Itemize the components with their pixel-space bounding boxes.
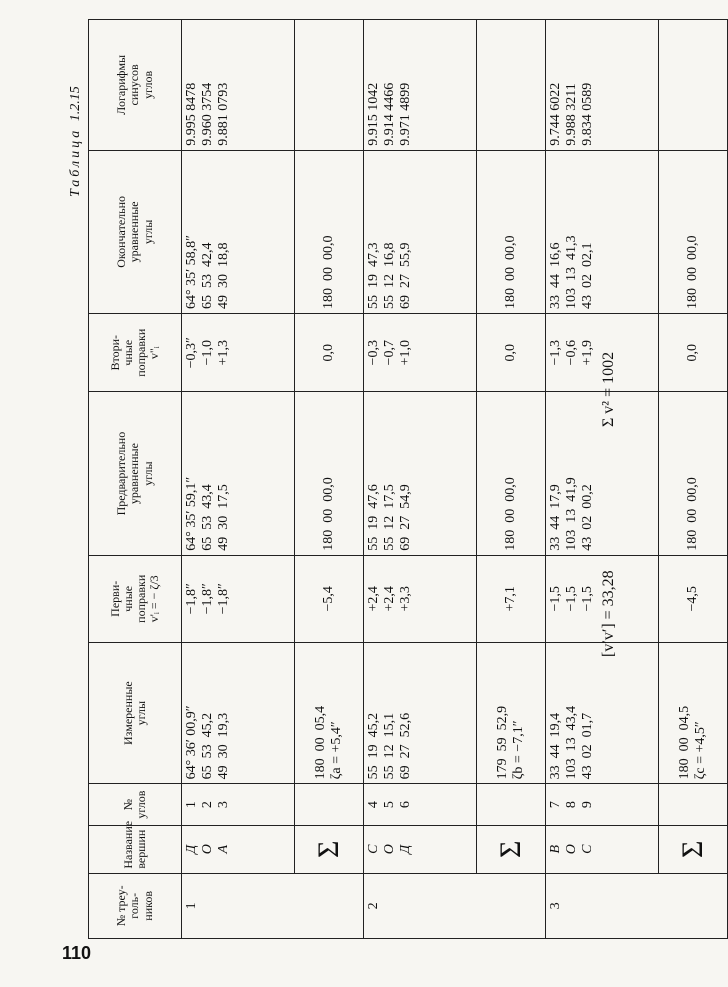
sum-pre-adjusted: 180 00 00,0 bbox=[659, 392, 728, 555]
angle-no-empty bbox=[659, 784, 728, 825]
vertex-names: Д О А bbox=[182, 825, 295, 873]
sum-pre-adjusted: 180 00 00,0 bbox=[477, 392, 546, 555]
table-row bbox=[546, 20, 659, 939]
adjustment-table bbox=[88, 19, 728, 939]
triangle-no-empty bbox=[295, 873, 364, 938]
triangle-no: 3 bbox=[546, 873, 659, 938]
secondary-corrections: −1,3 −0,6 +1,9 bbox=[546, 314, 659, 392]
header-primary-corr: Перви- чные поправки v'ᵢ = − ζ/3 bbox=[89, 555, 182, 642]
header-log-sines: Логарифмы синусов углов bbox=[89, 20, 182, 151]
header-pre-adjusted: Предварительно уравненные углы bbox=[89, 392, 182, 555]
sum-row bbox=[659, 20, 728, 939]
sigma-symbol: Σ bbox=[477, 825, 546, 873]
vertex-names: С О Д bbox=[364, 825, 477, 873]
header-angle-no: № углов bbox=[89, 784, 182, 825]
final-adjusted-angles: 55 19 47,3 55 12 16,8 69 27 55,9 bbox=[364, 150, 477, 313]
sum-primary: −5,4 bbox=[295, 555, 364, 642]
log-empty bbox=[295, 20, 364, 151]
footnote-vv: [v′v′] = 33,28 bbox=[600, 570, 617, 657]
log-empty bbox=[659, 20, 728, 151]
measured-angles: 55 19 45,2 55 12 15,1 69 27 52,6 bbox=[364, 642, 477, 784]
sum-row bbox=[295, 20, 364, 939]
triangle-no: 2 bbox=[364, 873, 477, 938]
sum-measured: 179 59 52,9 ζb = −7,1″ bbox=[477, 642, 546, 784]
triangle-no-empty bbox=[477, 873, 546, 938]
angle-nos: 1 2 3 bbox=[182, 784, 295, 825]
sum-primary: +7,1 bbox=[477, 555, 546, 642]
angle-nos: 4 5 6 bbox=[364, 784, 477, 825]
sigma-symbol: Σ bbox=[295, 825, 364, 873]
angle-no-empty bbox=[477, 784, 546, 825]
log-sines: 9.744 6022 9.988 3211 9.834 0589 bbox=[546, 20, 659, 151]
table-row bbox=[364, 20, 477, 939]
sum-pre-adjusted: 180 00 00,0 bbox=[295, 392, 364, 555]
sum-final: 180 00 00,0 bbox=[295, 150, 364, 313]
angle-nos: 7 8 9 bbox=[546, 784, 659, 825]
header-secondary-corr: Втори- чные поправки v"ᵢ bbox=[89, 314, 182, 392]
sum-secondary: 0,0 bbox=[295, 314, 364, 392]
triangle-no-empty bbox=[659, 873, 728, 938]
sum-secondary: 0,0 bbox=[659, 314, 728, 392]
table-row bbox=[182, 20, 295, 939]
log-sines: 9.995 8478 9.960 3754 9.881 0793 bbox=[182, 20, 295, 151]
pre-adjusted-angles: 55 19 47,6 55 12 17,5 69 27 54,9 bbox=[364, 392, 477, 555]
measured-angles: 33 44 19,4 103 13 43,4 43 02 01,7 bbox=[546, 642, 659, 784]
sum-measured: 180 00 04,5 ζc = +4,5″ bbox=[659, 642, 728, 784]
sum-secondary: 0,0 bbox=[477, 314, 546, 392]
sum-final: 180 00 00,0 bbox=[659, 150, 728, 313]
table-caption-label: Таблица bbox=[68, 127, 83, 197]
log-empty bbox=[477, 20, 546, 151]
measured-angles: 64° 36′ 00,9″ 65 53 45,2 49 30 19,3 bbox=[182, 642, 295, 784]
angle-no-empty bbox=[295, 784, 364, 825]
secondary-corrections: −0,3″ −1,0 +1,3 bbox=[182, 314, 295, 392]
footnote-v2: Σ v² = 1002 bbox=[600, 351, 617, 427]
table-number: 1.2.15 bbox=[68, 86, 83, 122]
sum-row bbox=[477, 20, 546, 939]
header-final-adjusted: Окончательно уравненные углы bbox=[89, 150, 182, 313]
log-sines: 9.915 1042 9.914 4466 9.971 4899 bbox=[364, 20, 477, 151]
header-triangle-no: № треу- голь- ников bbox=[89, 873, 182, 938]
secondary-corrections: −0,3 −0,7 +1,0 bbox=[364, 314, 477, 392]
sigma-symbol: Σ bbox=[659, 825, 728, 873]
primary-corrections: −1,5 −1,5 −1,5 bbox=[546, 555, 659, 642]
sum-final: 180 00 00,0 bbox=[477, 150, 546, 313]
table-caption bbox=[68, 86, 84, 197]
vertex-names: В О С bbox=[546, 825, 659, 873]
sum-measured: 180 00 05,4 ζa = +5,4″ bbox=[295, 642, 364, 784]
final-adjusted-angles: 33 44 16,6 103 13 41,3 43 02 02,1 bbox=[546, 150, 659, 313]
page-number: 110 bbox=[62, 943, 92, 963]
header-row bbox=[89, 20, 182, 939]
header-measured: Измеренные углы bbox=[89, 642, 182, 784]
primary-corrections: −1,8″ −1,8″ −1,8″ bbox=[182, 555, 295, 642]
pre-adjusted-angles: 64° 35′ 59,1″ 65 53 43,4 49 30 17,5 bbox=[182, 392, 295, 555]
sum-primary: −4,5 bbox=[659, 555, 728, 642]
pre-adjusted-angles: 33 44 17,9 103 13 41,9 43 02 00,2 bbox=[546, 392, 659, 555]
triangle-no: 1 bbox=[182, 873, 295, 938]
header-vertex-name: Название вершин bbox=[89, 825, 182, 873]
final-adjusted-angles: 64° 35′ 58,8″ 65 53 42,4 49 30 18,8 bbox=[182, 150, 295, 313]
primary-corrections: +2,4 +2,4 +3,3 bbox=[364, 555, 477, 642]
